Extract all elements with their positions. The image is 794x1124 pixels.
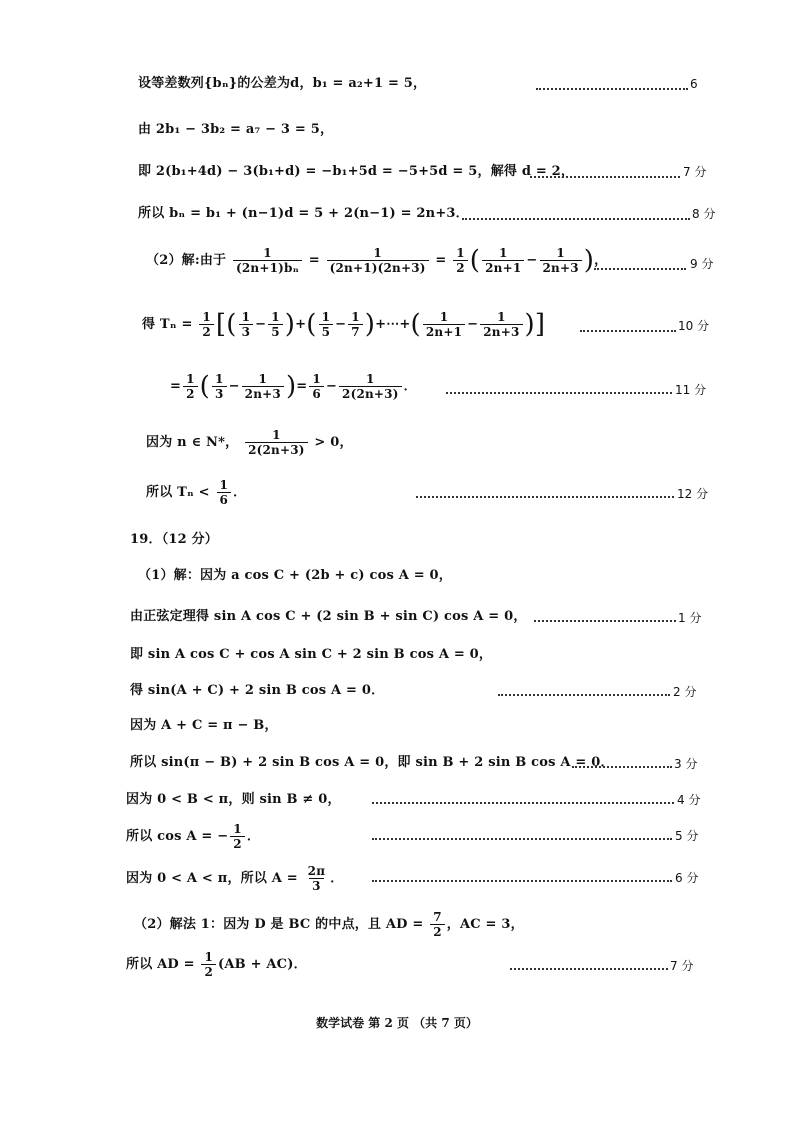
page-footer: 数学试卷 第 2 页 （共 7 页）: [316, 1016, 478, 1030]
score-label: 4 分: [677, 793, 701, 807]
score-leader: [446, 392, 672, 394]
score-label: 5 分: [675, 829, 699, 843]
line-a-value: 因为 0 < A < π，所以 A = $\frac{2\pi}{3}$ ．: [126, 864, 344, 893]
score-leader: [580, 330, 676, 332]
line-angle-sum: 因为 A + C = π − B，: [130, 718, 278, 733]
line-common-difference: 设等差数列{bₙ}的公差为d，b₁ = a₂+1 = 5，: [138, 76, 427, 91]
score-label: 2 分: [673, 685, 697, 699]
line-solve-d: 即 2(b₁+4d) − 3(b₁+d) = −b₁+5d = −5+5d = 5，解得 d = 2，: [138, 164, 575, 179]
score-label: 7 分: [683, 165, 707, 179]
line-cos-a: 所以 cos A = − $\frac{1}{2}$ ．: [126, 822, 261, 851]
line-partial-fraction: （2）解:由于 $\frac{1}{\text{(2n+1)bₙ}}$ = $\frac{1}{(2n+1)(2n+3)}$ = $\frac{1}{2}$ ( $\frac{1}{2n+1}$ − $\frac{1}{2n+3}$ )，: [146, 245, 608, 276]
line-equation-2b1: 由 2b₁ − 3b₂ = a₇ − 3 = 5，: [138, 122, 334, 137]
score-leader: [594, 268, 686, 270]
score-label: 3 分: [674, 757, 698, 771]
line-b-range: 因为 0 < B < π，则 sin B ≠ 0，: [126, 792, 341, 807]
line-tn-sum: 得 Tₙ = $\frac{1}{2}$ [( $\frac{1}{3}$ − $\frac{1}{5}$ )+( $\frac{1}{5}$ − $\frac{1}{7}$ )+⋯+( $\frac{1}{2n+1}$ − $\frac{1}{2n+3}$ )]: [142, 309, 546, 340]
score-label: 7 分: [670, 959, 694, 973]
score-label: 9 分: [690, 257, 714, 271]
score-leader: [510, 968, 668, 970]
score-leader: [534, 620, 676, 622]
score-leader: [462, 218, 690, 220]
score-label: 6: [690, 77, 698, 91]
score-leader: [372, 880, 672, 882]
line-vector-ad: 所以 AD = $\frac{1}{2}$ (AB + AC)．: [126, 950, 307, 979]
score-leader: [372, 802, 674, 804]
line-sine-rule: 由正弦定理得 sin A cos C + (2 sin B + sin C) cos A = 0，: [130, 609, 527, 624]
line-tn-bound: 所以 Tₙ < $\frac{1}{6}$ ．: [146, 478, 247, 507]
score-label: 12 分: [677, 487, 709, 501]
score-leader: [416, 496, 674, 498]
question-19-heading: 19．（12 分）: [130, 532, 219, 547]
score-leader: [536, 88, 688, 90]
line-given-condition: （1）解：因为 a cos C + (2b + c) cos A = 0，: [138, 568, 452, 583]
line-sum-angle: 得 sin(A + C) + 2 sin B cos A = 0．: [130, 683, 385, 698]
line-bn-formula: 所以 bₙ = b₁ + (n−1)d = 5 + 2(n−1) = 2n+3．: [138, 206, 469, 221]
line-midpoint-condition: （2）解法 1：因为 D 是 BC 的中点，且 AD = $\frac{7}{2}$ ，AC = 3，: [134, 910, 524, 939]
score-label: 11 分: [675, 383, 707, 397]
score-label: 8 分: [692, 207, 716, 221]
line-n-positive: 因为 n ∈ N*， $\frac{1}{2(2n+3)}$ > 0，: [146, 428, 353, 457]
score-leader: [530, 176, 680, 178]
score-label: 1 分: [678, 611, 702, 625]
score-leader: [372, 838, 672, 840]
score-label: 6 分: [675, 871, 699, 885]
line-expand: 即 sin A cos C + cos A sin C + 2 sin B cos A = 0，: [130, 647, 493, 662]
line-tn-simplified: = $\frac{1}{2}$ ( $\frac{1}{3}$ − $\frac{1}{2n+3}$ )= $\frac{1}{6}$ − $\frac{1}{2(2n+3)}$ ．: [170, 371, 417, 402]
score-label: 10 分: [678, 319, 710, 333]
line-sin-b-relation: 所以 sin(π − B) + 2 sin B cos A = 0，即 sin B + 2 sin B cos A = 0．: [130, 755, 614, 770]
score-leader: [498, 694, 670, 696]
score-leader: [572, 766, 672, 768]
